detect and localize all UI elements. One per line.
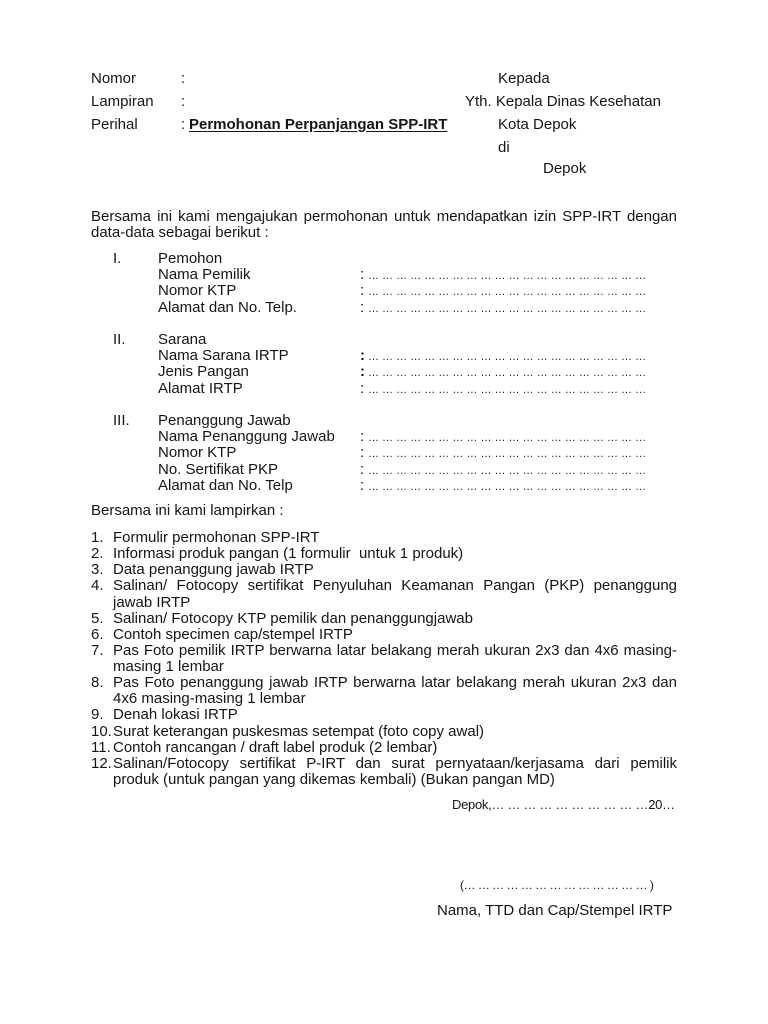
list-item-number: 4.: [91, 577, 104, 595]
field-nomor-ktp-pj: [0, 445, 768, 461]
nomor-label: Nomor: [91, 70, 137, 87]
field-alamat-irtp: [0, 381, 768, 397]
field-nama-sarana: [0, 348, 768, 364]
field-label: Nama Sarana IRTP: [158, 347, 289, 365]
list-item: [91, 707, 677, 723]
section-sarana: [0, 332, 768, 397]
nomor-row: [0, 71, 768, 87]
list-item-text: Salinan/ Fotocopy sertifikat Penyuluhan Keamanan Pangan (PKP) penanggung jawab IRTP: [113, 577, 677, 611]
field-blank: … … … … … … … … … … … … … … … … … … … …: [368, 448, 647, 461]
field-label: Nama Pemilik: [158, 266, 251, 284]
list-item-number: 7.: [91, 641, 104, 659]
perihal-label: Perihal: [91, 116, 138, 133]
field-alamat-pemilik: [0, 300, 768, 316]
field-label: Nama Penanggung Jawab: [158, 428, 335, 446]
field-label: No. Sertifikat PKP: [158, 460, 279, 478]
field-colon: :: [360, 298, 365, 316]
list-item-number: 3.: [91, 561, 104, 579]
list-item: [91, 740, 677, 756]
field-label: Jenis Pangan: [158, 363, 249, 381]
field-label: Alamat IRTP: [158, 379, 243, 397]
field-colon: :: [360, 460, 365, 478]
list-item-text: Contoh rancangan / draft label produk (2 lembar): [113, 738, 438, 756]
list-item-number: 5.: [91, 609, 104, 627]
list-item-text: Salinan/Fotocopy sertifikat P-IRT dan surat pernyataan/kerjasama dari pemilik produk (untuk pangan yang dikemas kembali) (Bukan pangan MD): [113, 754, 677, 788]
field-colon: :: [360, 282, 365, 300]
list-item-text: Informasi produk pangan (1 formulir untuk 1 produk): [113, 545, 464, 563]
field-nama-pemilik: [0, 267, 768, 283]
list-item: [91, 756, 677, 788]
section-pemohon: [0, 251, 768, 316]
signature-caption: Nama, TTD dan Cap/Stempel IRTP: [437, 902, 673, 919]
list-item: [91, 675, 677, 707]
perihal-subject: Permohonan Perpanjangan SPP-IRT: [189, 116, 448, 133]
list-item: [91, 562, 677, 578]
field-alamat-pj: [0, 478, 768, 494]
perihal-row: [0, 117, 768, 133]
place-date-line: Depok,… … … … … … … … … …20…: [452, 797, 675, 812]
list-item: [91, 643, 677, 675]
list-item-number: 2.: [91, 545, 104, 563]
field-nama-penanggung-jawab: [0, 429, 768, 445]
section-numeral: III.: [113, 412, 130, 429]
list-item: [91, 546, 677, 562]
section-title: Penanggung Jawab: [158, 412, 291, 429]
field-colon: :: [360, 444, 365, 462]
list-item-number: 11.: [91, 738, 111, 756]
list-item-number: 1.: [91, 529, 104, 546]
field-blank: … … … … … … … … … … … … … … … … … … … …: [368, 286, 647, 299]
field-colon: :: [360, 363, 365, 381]
field-label: Alamat dan No. Telp: [158, 476, 293, 494]
lampiran-label: Lampiran: [91, 93, 154, 110]
attachments-intro: Bersama ini kami lampirkan :: [91, 502, 284, 519]
list-item: [91, 724, 677, 740]
list-item-text: Denah lokasi IRTP: [113, 706, 238, 724]
list-item-text: Surat keterangan puskesmas setempat (foto copy awal): [113, 722, 485, 740]
list-item-number: 8.: [91, 674, 104, 692]
section-title: Sarana: [158, 331, 207, 348]
section-heading: [0, 413, 768, 429]
field-blank: … … … … … … … … … … … … … … … … … … … …: [368, 432, 647, 445]
field-colon: :: [360, 379, 365, 397]
field-blank: … … … … … … … … … … … … … … … … … … … …: [368, 351, 647, 364]
field-nomor-ktp-pemilik: [0, 283, 768, 299]
recipient-kepada: Kepada: [498, 70, 550, 87]
field-sertifikat-pkp: [0, 462, 768, 478]
section-title: Pemohon: [158, 250, 223, 267]
section-numeral: II.: [113, 331, 126, 348]
field-blank: … … … … … … … … … … … … … … … … … … … …: [368, 270, 647, 283]
nomor-colon: :: [181, 70, 186, 87]
list-item: [91, 627, 677, 643]
field-colon: :: [360, 476, 365, 494]
section-penanggung-jawab: [0, 413, 768, 494]
field-blank: … … … … … … … … … … … … … … … … … … … …: [368, 480, 647, 493]
list-item-number: 6.: [91, 625, 104, 643]
field-colon: :: [360, 266, 365, 284]
field-label: Nomor KTP: [158, 444, 237, 462]
list-item-text: Data penanggung jawab IRTP: [113, 561, 314, 579]
list-item-text: Salinan/ Fotocopy KTP pemilik dan penanggungjawab: [113, 609, 473, 627]
recipient-city: Kota Depok: [498, 116, 577, 133]
recipient-place: Depok: [543, 160, 587, 177]
attachments-list: [91, 530, 677, 788]
field-label: Nomor KTP: [158, 282, 237, 300]
field-blank: … … … … … … … … … … … … … … … … … … … …: [368, 383, 647, 396]
list-item-number: 12.: [91, 754, 112, 772]
field-blank: … … … … … … … … … … … … … … … … … … … …: [368, 464, 647, 477]
intro-paragraph: Bersama ini kami mengajukan permohonan untuk mendapatkan izin SPP-IRT dengan data-data sebagai berikut :: [91, 208, 677, 241]
list-item: [91, 611, 677, 627]
section-numeral: I.: [113, 250, 122, 267]
signature-name-blank: (… … … … … … … … … … … … … ): [460, 878, 654, 892]
recipient-title: Yth. Kepala Dinas Kesehatan: [465, 93, 661, 110]
list-item-text: Pas Foto pemilik IRTP berwarna latar belakang merah ukuran 2x3 dan 4x6 masing-masing 1 lembar: [113, 641, 677, 675]
field-jenis-pangan: [0, 364, 768, 380]
field-colon: :: [360, 428, 365, 446]
list-item-number: 9.: [91, 706, 104, 724]
field-blank: … … … … … … … … … … … … … … … … … … … …: [368, 367, 647, 380]
lampiran-colon: :: [181, 93, 186, 110]
section-heading: [0, 251, 768, 267]
list-item-number: 10.: [91, 722, 112, 740]
recipient-di: di: [498, 139, 510, 156]
list-item: [91, 530, 677, 546]
field-colon: :: [360, 347, 365, 365]
field-blank: … … … … … … … … … … … … … … … … … … … …: [368, 302, 647, 315]
list-item: [91, 578, 677, 610]
perihal-colon: :: [181, 116, 186, 133]
field-label: Alamat dan No. Telp.: [158, 298, 297, 316]
list-item-text: Pas Foto penanggung jawab IRTP berwarna latar belakang merah ukuran 2x3 dan 4x6 masing-masing 1 lembar: [113, 674, 677, 708]
list-item-text: Formulir permohonan SPP-IRT: [113, 529, 320, 546]
list-item-text: Contoh specimen cap/stempel IRTP: [113, 625, 353, 643]
section-heading: [0, 332, 768, 348]
